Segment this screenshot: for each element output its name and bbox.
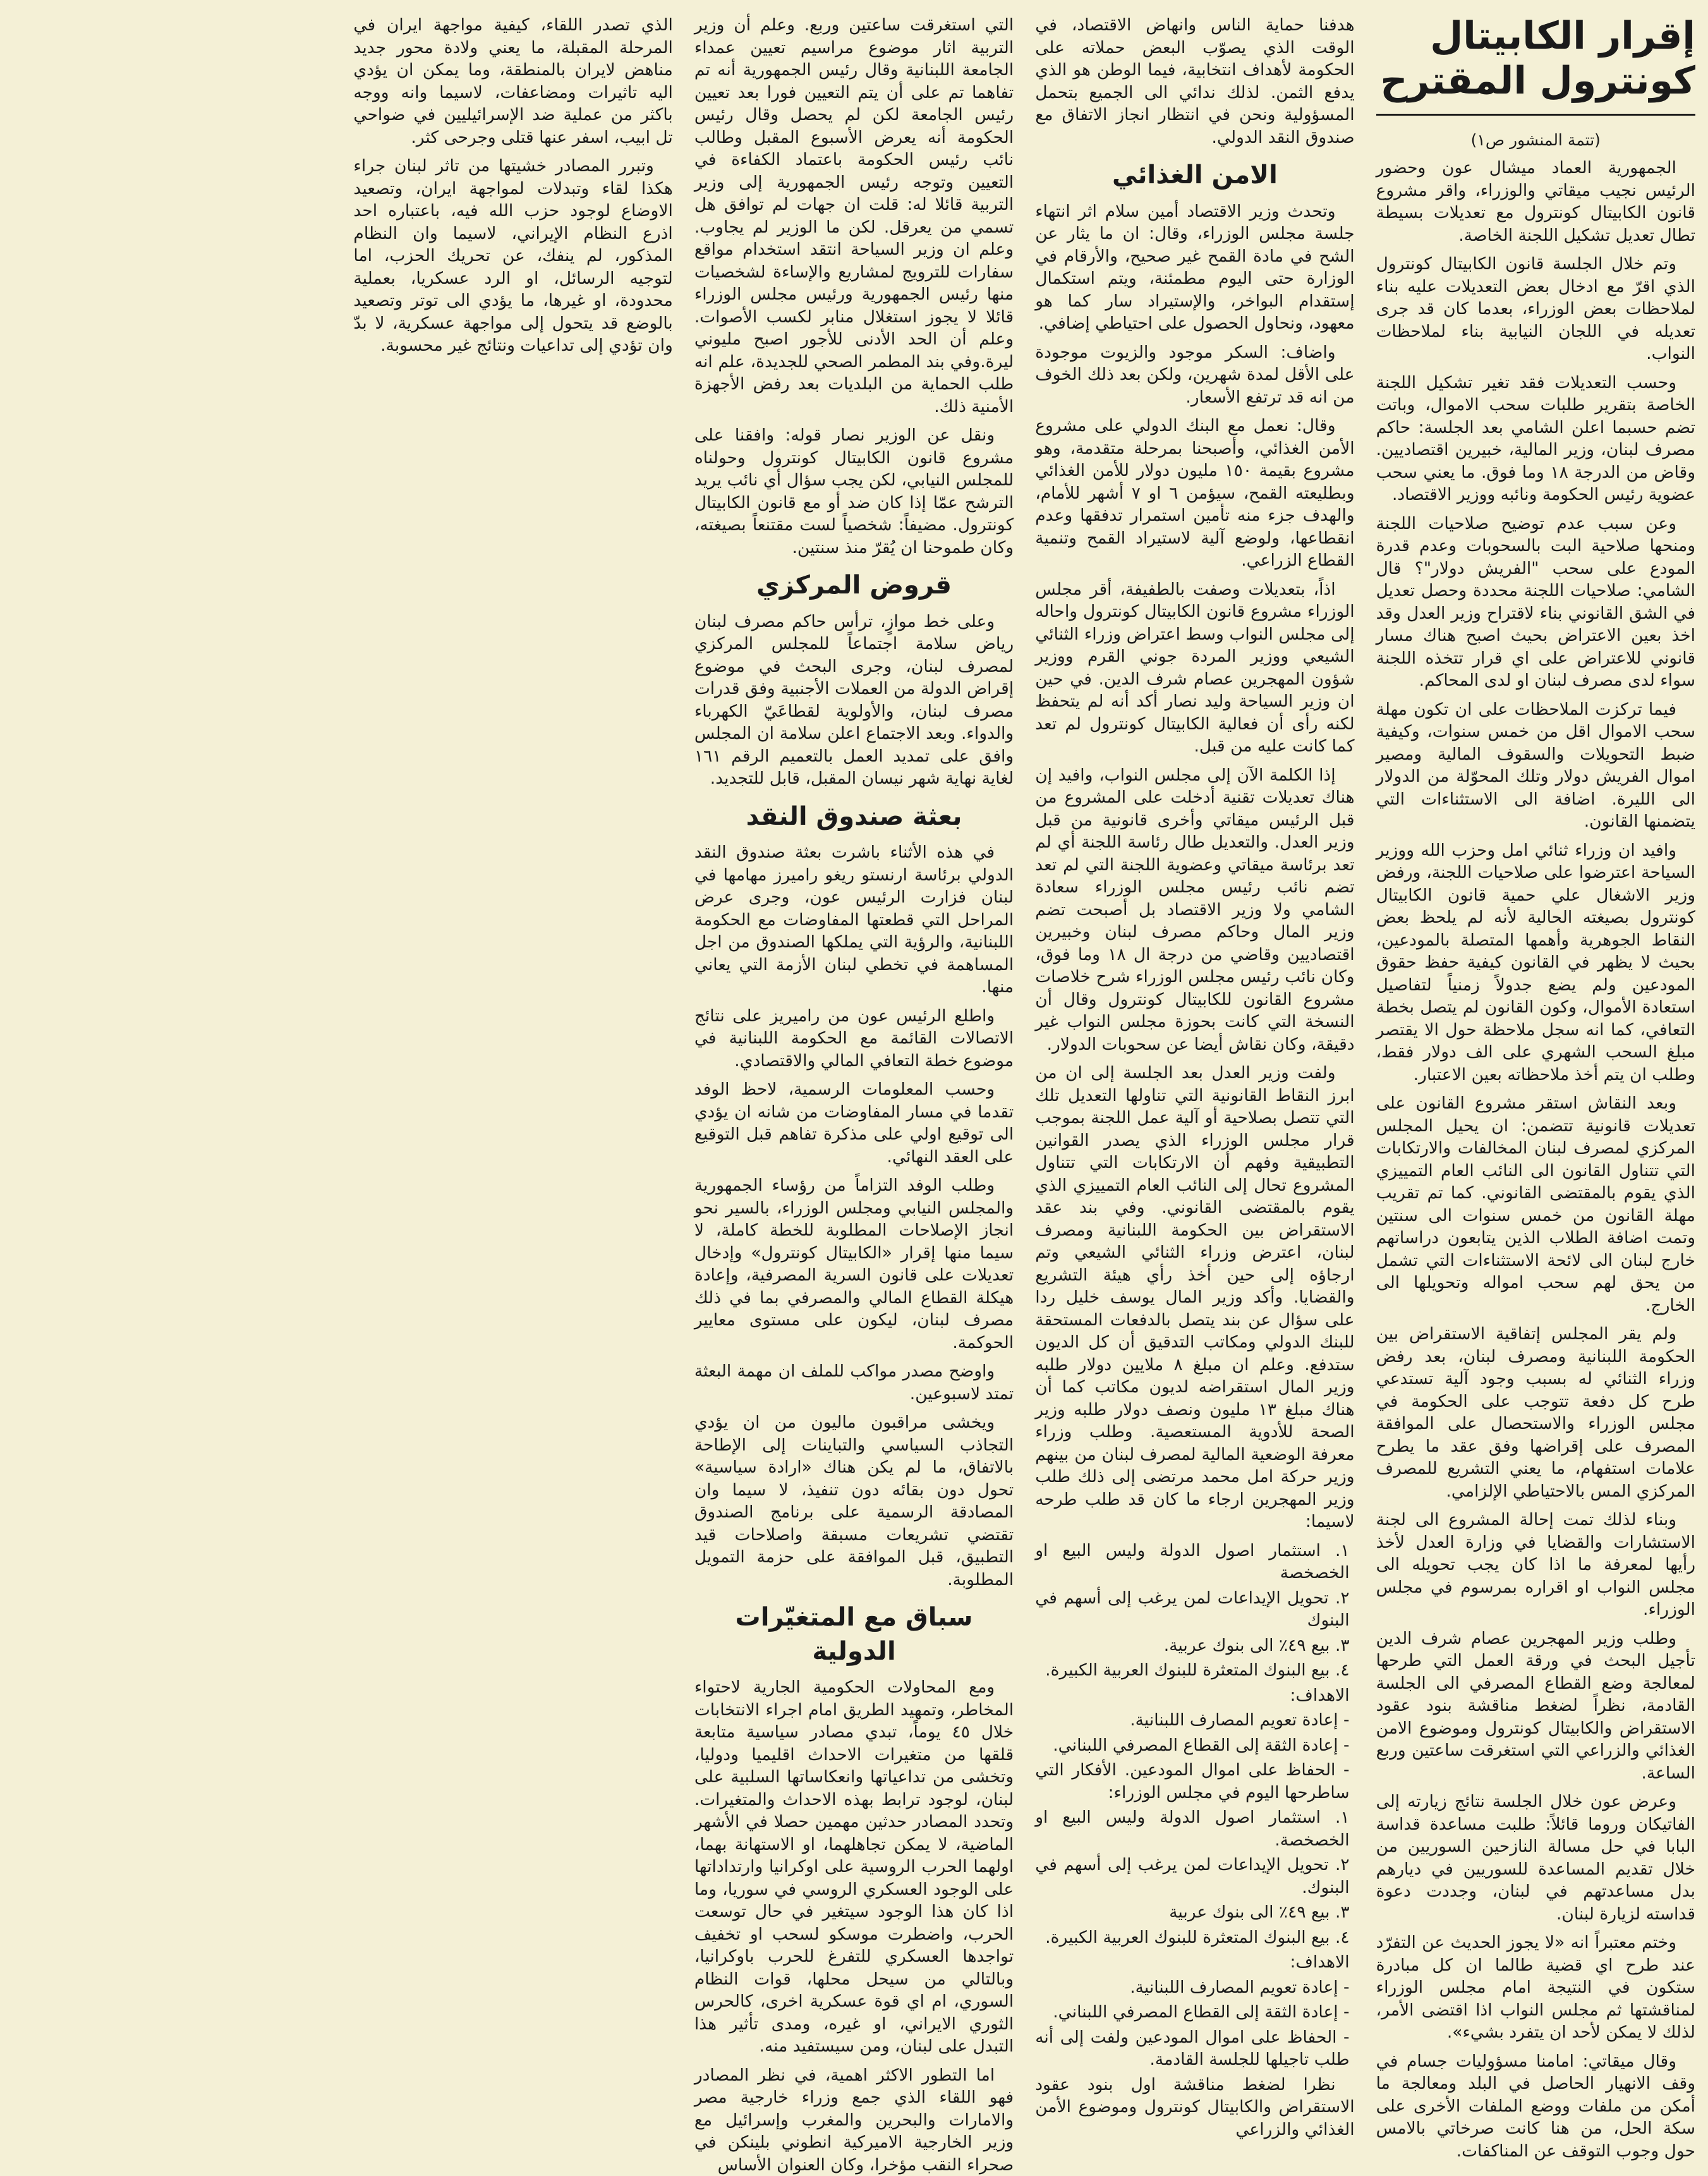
article-paragraph: وعلى خط موازٍ، ترأس حاكم مصرف لبنان رياض سلامة اجتماعاً للمجلس المركزي لمصرف لبنان، وجرى البحث في موضوع إقراض الدولة من العملات الأجنبية وفق قدرات مصرف لبنان، والأولوية لقطاعَيّ الكهرباء والدواء. وبعد الاجتماع اعلن سلامة ان المجلس وافق على تمديد العمل بالتعميم الرقم ١٦١ لغاية نهاية شهر نيسان المقبل، قابل للتجديد. <box>694 611 1014 789</box>
column-1 <box>1376 14 1695 2161</box>
list-item: - إعادة الثقة إلى القطاع المصرفي اللبناني. <box>1053 2002 1350 2022</box>
article-paragraph: فيما تركزت الملاحظات على ان تكون مهلة سحب الاموال اقل من خمس سنوات، وكيفية ضبط التحويلات والسقوف المالية ومصير اموال الفريش دولار وتلك المحوّلة من الدولار الى الليرة. اضافة الى الاستثناءات التي يتضمنها القانون. <box>1376 699 1695 832</box>
article-paragraph: هدفنا حماية الناس وانهاض الاقتصاد، في الوقت الذي يصوّب البعض حملاته على الحكومة لأهداف انتخابية، فيما الوطن هو الذي يدفع الثمن. لذلك ندائي الى الجميع بتحمل المسؤولية ونحن في انتظار انجاز الاتفاق مع صندوق النقد الدولي. <box>1035 15 1355 147</box>
section-heading-international-changes: سباق مع المتغيّرات الدولية <box>735 1603 973 1666</box>
list-item: ١. استثمار اصول الدولة وليس البيع او الخصخصة. <box>1035 1808 1350 1850</box>
article-paragraph: الذي تصدر اللقاء، كيفية مواجهة ايران في المرحلة المقبلة، ما يعني ولادة محور جديد مناهض لايران بالمنطقة، وما يمكن ان يؤدي اليه تاثيرات ومضاعفات، لاسيما وانه ووجه باكثر من عملية ضد الإسرائيليين في ضواحي تل ابيب، اسفر عنها قتلى وجرحى كثر. <box>353 15 673 147</box>
list-item: ٢. تحويل الإيداعات لمن يرغب إلى أسهم في البنوك <box>1035 1588 1350 1631</box>
article-paragraph: وبعد النقاش استقر مشروع القانون على تعديلات قانونية تتضمن: ان يحيل المجلس المركزي لمصرف لبنان المخالفات والارتكابات التي تتناول القانون الى النائب العام التمييزي الذي يقوم بالمقتضى القانوني. كما تم تقريب مهلة القانون من خمس سنوات الى سنتين وتمت اضافة الطلاب الذين يتابعون دراساتهم خارج لبنان الى لائحة الاستثناءات التي تشمل من يحق لهم سحب امواله وتحويلها الى الخارج. <box>1376 1093 1695 1315</box>
article-paragraph: ولم يقر المجلس إتفاقية الاستقراض بين الحكومة اللبنانية ومصرف لبنان، بعد رفض وزراء الثنائي له بسبب وجود آلية تستدعي طرح كل دفعة تتوجب على الحكومة في مجلس الوزراء والاستحصال على الموافقة المصرف على إقراضها وفق عقد ما يطرح علامات استفهام، ما يعني التشريع للمصرف المركزي المس بالاحتياطي الإلزامي. <box>1376 1324 1695 1501</box>
continuation-note: (تتمة المنشور ص١) <box>1470 130 1601 149</box>
article-paragraph: إذا الكلمة الآن إلى مجلس النواب، وافيد إن هناك تعديلات تقنية أدخلت على المشروع من قبل الرئيس ميقاتي وأخرى قانونية من قبل وزير العدل. والتعديل طال رئاسة اللجنة أي لم تعد برئاسة ميقاتي وعضوية اللجنة التي لم تعد تضم نائب رئيس مجلس الوزراء سعادة الشامي ولا وزير الاقتصاد بل أصبحت تضم وزير المال وحاكم مصرف لبنان وخبيرين اقتصاديين وقاضي من درجة ال ١٨ وما فوق، وكان نائب رئيس مجلس الوزراء شرح خلاصات مشروع القانون للكابيتال كونترول وقال أن النسخة التي كانت بحوزة مجلس النواب غير دقيقة، وكان نقاش أيضا عن سحوبات الدولار. <box>1035 765 1355 1054</box>
list-item: الاهداف: <box>1290 1952 1350 1972</box>
list-item: - إعادة تعويم المصارف اللبنانية. <box>1130 1977 1350 1997</box>
list-item: ٤. بيع البنوك المتعثرة للبنوك العربية الكبيرة. <box>1045 1660 1350 1681</box>
article-paragraph: واضاف: السكر موجود والزيوت موجودة على الأقل لمدة شهرين، ولكن بعد ذلك الخوف من انه قد ترتفع الأسعار. <box>1035 342 1355 407</box>
list-item: ٢. تحويل الإيداعات لمن يرغب إلى أسهم في البنوك. <box>1035 1855 1350 1897</box>
list-item: الاهداف: <box>1290 1685 1350 1705</box>
list-item: - الحفاظ على اموال المودعين ولفت إلى أنه طلب تاجيلها للجلسة القادمة. <box>1035 2027 1350 2070</box>
article-paragraph: وختم معتبراً انه «لا يجوز الحديث عن التفرّد عند طرح اي قضية طالما ان كل مبادرة ستكون في النتيجة امام مجلس الوزراء لمناقشتها ثم مجلس النواب اذا اقتضى الأمر، لذلك لا يمكن لأحد ان يتفرد بشيء». <box>1376 1933 1695 2043</box>
column-2 <box>1035 14 1355 2139</box>
article-paragraph: وعرض عون خلال الجلسة نتائج زيارته إلى الفاتيكان وروما قائلاً: طلبت مساعدة قداسة البابا في حل مسالة النازحين السوريين من خلال تقديم المساعدة للسوريين في ديارهم بدل مساعدتهم في لبنان، وجددت دعوة قداسته لزيارة لبنان. <box>1376 1792 1695 1924</box>
article-paragraph: وافيد ان وزراء ثنائي امل وحزب الله ووزير السياحة اعترضوا على صلاحيات اللجنة، ورفض وزير الاشغال علي حمية قانون الكابيتال كونترول بصيغته الحالية لأنه لم يلحظ بعض النقاط الجوهرية وأهمها المتصلة بالمودعين، بحيث لا يظهر في القانون كيفية حفظ حقوق المودعين ولم يضع جدولاً زمنياً لتفاصيل استعادة الأموال، وكون القانون لم يتصل بخطة التعافي، كما انه سجل ملاحظة حول الا يقتصر مبلغ السحب الشهري على الف دولار فقط، وطلب ان يتم أخذ ملاحظاته بعين الاعتبار. <box>1376 840 1695 1085</box>
list-item: - إعادة الثقة إلى القطاع المصرفي اللبناني. <box>1053 1735 1350 1755</box>
article-paragraph: وعن سبب عدم توضيح صلاحيات اللجنة ومنحها صلاحية البت بالسحوبات وعدم قدرة المودع على سحب "الفريش دولار"؟ قال الشامي: صلاحيات اللجنة محددة وحصل تعديل في الشق القانوني بناء لاقتراح وزير العدل وقد اخذ بعين الاعتراض بحيث اصبح هناك مسار قانوني للاعتراض على اي قرار تتخذه اللجنة سواء لدى مصرف لبنان او لدى المحاكم. <box>1376 513 1695 691</box>
article-paragraph: ومع المحاولات الحكومية الجارية لاحتواء المخاطر، وتمهيد الطريق امام اجراء الانتخابات خلال ٤٥ يوماً، تبدي مصادر سياسية متابعة قلقها من متغيرات الاحداث اقليميا ودوليا، وتخشى من تداعياتها وانعكاساتها السلبية على لبنان، لوجود ترابط بهذه الاحداث والمتغيرات. وتحدد المصادر حدثين مهمين حصلا في الأشهر الماضية، لا يمكن تجاهلهما، او الاستهانة بهما، اولهما الحرب الروسية على اوكرانيا وارتداداتها على الوجود العسكري الروسي في سوريا، وما اذا كان هذا الوجود سيتغير في حال توسعت الحرب، واضطرت موسكو لسحب او تخفيف تواجدها العسكري للتفرغ للحرب باوكرانيا، وبالتالي من سيحل محلها، قوات النظام السوري، ام اي قوة عسكرية اخرى، كالحرس الثوري الايراني، او غيره، ومدى تأثير هذا التبدل على لبنان، ومن سيستفيد منه. <box>694 1677 1014 2057</box>
article-paragraph: التي استغرقت ساعتين وربع. وعلم أن وزير التربية اثار موضوع مراسيم تعيين عمداء الجامعة اللبنانية وقال رئيس الجمهورية أنه تم تفاهما تم على أن يتم التعيين فورا بعد تعيين رئيس الجامعة لكن لم يحصل وقال رئيس الحكومة أنه يعرض الأسبوع المقبل وطالب نائب رئيس الحكومة باعتماد الكفاءة في التعيين وتوجه رئيس الجمهورية إلى وزير التربية قائلا له: قلت ان جهات لم توافق هل تسمي من يعرقل. لكن ما الوزير لم يجاوب. وعلم ان وزير السياحة انتقد استخدام مواقع سفارات للترويج لمشاريع والإساءة لشخصيات منها رئيس الجمهورية ورئيس مجلس الوزراء قائلا لا يجوز استغلال منابر لكسب الأصوات. وعلم أن الحد الأدنى للأجور اصبح مليوني ليرة.وفي بند المطمر الصحي للجديدة، علم انه طلب الحماية من البلديات بعد رفض الأجهزة الأمنية ذلك. <box>694 15 1014 416</box>
list-item: ٣. بيع ٤٩٪ الى بنوك عربية. <box>1163 1635 1350 1655</box>
section-heading-food-security: الامن الغذائي <box>1112 161 1278 190</box>
article-paragraph: وحسب المعلومات الرسمية، لاحظ الوفد تقدما في مسار المفاوضات من شانه ان يؤدي الى توقيع اولي على مذكرة تفاهم قبل التوقيع على العقد النهائي. <box>694 1079 1014 1167</box>
article-paragraph: في هذه الأثناء باشرت بعثة صندوق النقد الدولي برئاسة ارنستو ريغو راميرز مهامها في لبنان فزارت الرئيس عون، وجرى عرض المراحل التي قطعتها المفاوضات مع الحكومة اللبنانية، والرؤية التي يملكها الصندوق من اجل المساهمة في تخطي لبنان الأزمة التي يعاني منها. <box>694 842 1014 997</box>
article-paragraph: ويخشى مراقبون ماليون من ان يؤدي التجاذب السياسي والتباينات إلى الإطاحة بالاتفاق، ما لم يكن هناك «ارادة سياسية» تحول دون بقائه دون تنفيذ، لا سيما وان المصادقة الرسمية على برنامج الصندوق تقتضي تشريعات مسبقة واصلاحات قيد التطبيق، قبل الموافقة على حزمة التمويل المطلوبة. <box>694 1413 1014 1589</box>
article-paragraph: اذاً، بتعديلات وصفت بالطفيفة، أقر مجلس الوزراء مشروع قانون الكابيتال كونترول واحاله إلى مجلس النواب وسط اعتراض وزراء الثنائي الشيعي ووزير المردة جوني القرم ووزير شؤون المهجرين عصام شرف الدين. في حين ان وزير السياحة وليد نصار أكد أنه لم يتحفظ لكنه رأى أن فعالية الكابيتال كونترول لم تعد كما كانت عليه من قبل. <box>1035 579 1355 757</box>
article-paragraph: واطلع الرئيس عون من راميريز على نتائج الاتصالات القائمة مع الحكومة اللبنانية في موضوع خطة التعافي المالي والاقتصادي. <box>694 1006 1014 1071</box>
article-paragraph: وحسب التعديلات فقد تغير تشكيل اللجنة الخاصة بتقرير طلبات سحب الاموال، وباتت تضم حسبما اعلن الشامي بعد الجلسة: حاكم مصرف لبنان، وزير المالية، خبيرين اقتصاديين. وقاض من الدرجة ١٨ وما فوق. ما يعني سحب عضوية رئيس الحكومة ونائبه ووزير الاقتصاد. <box>1376 372 1695 505</box>
article-paragraph: وتحدث وزير الاقتصاد أمين سلام اثر انتهاء جلسة مجلس الوزراء، وقال: ان ما يثار عن الشح في مادة القمح غير صحيح، والأرقام في الوزارة حتى اليوم مطمئنة، ويتم استكمال إستقدام البواخر، والإستيراد سار كما هو معهود، ونحاول الحصول على احتياطي إضافي. <box>1035 201 1355 334</box>
article-paragraph: وقال ميقاتي: امامنا مسؤوليات جسام في وقف الانهيار الحاصل في البلد ومعالجة ما أمكن من ملفات ووضع الملفات الأخرى على سكة الحل، من هنا كانت صرخاتي بالامس حول وجوب التوقف عن المناكفات. <box>1376 2051 1695 2161</box>
list-item: ٣. بيع ٤٩٪ الى بنوك عربية <box>1169 1902 1350 1923</box>
article-paragraph: نظرا لضغط مناقشة اول بنود عقود الاستقراض والكابيتال كونترول وموضوع الأمن الغذائي والزراعي <box>1035 2074 1355 2139</box>
article-paragraph: الجمهورية العماد ميشال عون وحضور الرئيس نجيب ميقاتي والوزراء، واقر مشروع قانون الكابيتال كونترول مع تعديلات بسيطة تطال تعديل تشكيل اللجنة الخاصة. <box>1376 158 1695 245</box>
list-item: ٤. بيع البنوك المتعثرة للبنوك العربية الكبيرة. <box>1045 1927 1350 1947</box>
main-headline: إقرار الكابيتال كونترول المقترح <box>1376 14 1695 116</box>
list-item: - إعادة تعويم المصارف اللبنانية. <box>1130 1710 1350 1730</box>
article-paragraph: وتبرر المصادر خشيتها من تاثر لبنان جراء هكذا لقاء وتبدلات لمواجهة ايران، وتصعيد الاوضاع لوجود حزب الله فيه، باعتباره احد اذرع النظام الإيراني، لاسيما وان النظام المذكور، لم ينفك، عن تحريك الحزب، اما لتوجيه الرسائل، او الرد عسكريا، بعملية محدودة، او غيرها، ما يؤدي الى توتر وتصعيد بالوضع قد يتحول إلى مواجهة عسكرية، لا بدّ وان تؤدي إلى تداعيات ونتائج غير محسوبة. <box>353 156 673 355</box>
article-paragraph: وتم خلال الجلسة قانون الكابيتال كونترول الذي اقرّ مع ادخال بعض التعديلات عليه بناء لملاحظات بعض الوزراء، بعدما كان قد جرى تعديله في اللجان النيابية بناء لملاحظات النواب. <box>1376 254 1695 364</box>
article-paragraph: ولفت وزير العدل بعد الجلسة إلى ان من ابرز النقاط القانونية التي تناولها التعديل تلك التي تتصل بصلاحية أو آلية عمل اللجنة بموجب قرار مجلس الوزراء الذي يصدر القوانين التطبيقية وفهم أن الارتكابات التي تتناول المشروع تحال إلى النائب العام التمييزي الذي يقوم بالمقتضى القانوني. وفي بند عقد الاستقراض بين الحكومة اللبنانية ومصرف لبنان، اعترض وزراء الثنائي الشيعي وتم ارجاؤه إلى حين أخذ رأي هيئة التشريع والقضايا. وأكد وزير المال يوسف خليل ردا على سؤال عن بند يتصل بالدفعات المستحقة للبنك الدولي ومكاتب التدقيق أن كل الديون ستدفع. وعلم ان مبلغ ٨ ملايين دولار طلبه وزير المال استقراضه لديون مكاتب كما أن هناك مبلغ ١٣ مليون ونصف دولار طلبه وزير الصحة للأدوية المستعصية. وطلب وزراء معرفة الوضعية المالية لمصرف لبنان من بينهم وزير حركة امل محمد مرتضى إلى ذلك طلب وزير المهجرين ارجاء ما كان قد طلب طرحه لاسيما: <box>1035 1063 1355 1532</box>
column-5 <box>13 14 332 2062</box>
article-paragraph: وقال: نعمل مع البنك الدولي على مشروع الأمن الغذائي، وأصبحنا بمرحلة متقدمة، وهو مشروع بقيمة ١٥٠ مليون دولار للأمن الغذائي وبطليعته القمح، سيؤمن ٦ او ٧ أشهر للأمام، والهدف جزء منه تأمين استمرار تدفقها وعدم انقطاعها، ولوضع آلية لاستيراد القمح وتنمية القطاع الزراعي. <box>1035 416 1355 571</box>
article-paragraph: ونقل عن الوزير نصار قوله: وافقنا على مشروع قانون الكابيتال كونترول وحولناه للمجلس النيابي، لكن يجب سؤال أي نائب يريد الترشح عمّا إذا كان ضد أو مع قانون الكابيتال كونترول. مضيفاً: شخصياً لست مقتنعاً بصيغته، وكان طموحنا ان يُقرّ منذ سنتين. <box>694 425 1014 557</box>
list-item: ١. استثمار اصول الدولة وليس البيع او الخصخصة <box>1035 1540 1350 1583</box>
article-paragraph: واوضح مصدر مواكب للملف ان مهمة البعثة تمتد لاسبوعين. <box>694 1361 1014 1404</box>
section-heading-central-bank-loans: قروض المركزي <box>756 571 952 600</box>
article-paragraph: وطلب الوفد التزاماً من رؤساء الجمهورية والمجلس النيابي ومجلس الوزراء، بالسير نحو انجاز الإصلاحات المطلوبة للخطة كاملة، لا سيما منها إقرار «الكابيتال كونترول» وإدخال تعديلات على قانون السرية المصرفية، وإعادة هيكلة القطاع المالي والمصرفي بما في ذلك مصرف لبنان، ليكون على مستوى معايير الحوكمة. <box>694 1176 1014 1352</box>
article-paragraph: وبناء لذلك تمت إحالة المشروع الى لجنة الاستشارات والقضايا في وزارة العدل لأخذ رأيها لمعرفة ما اذا كان يجب تحويله الى مجلس النواب او اقراره بمرسوم في مجلس الوزراء. <box>1376 1510 1695 1620</box>
article-paragraph: اما التطور الاكثر اهمية، في نظر المصادر فهو اللقاء الذي جمع وزراء خارجية مصر والامارات والبحرين والمغرب وإسرائيل مع وزير الخارجية الاميركية انطوني بلينكن في صحراء النقب مؤخرا، وكان العنوان الأساس <box>694 2065 1014 2175</box>
section-heading-imf-mission: بعثة صندوق النقد <box>746 801 962 831</box>
list-item: - الحفاظ على اموال المودعين. الأفكار التي ساطرحها اليوم في مجلس الوزراء: <box>1035 1760 1350 1802</box>
column-4 <box>353 14 672 2062</box>
column-3 <box>694 14 1014 2175</box>
article-paragraph: وطلب وزير المهجرين عصام شرف الدين تأجيل البحث في ورقة العمل التي طرحها لمعالجة وضع القطاع المصرفي الى الجلسة القادمة، نظراً لضغط مناقشة بنود عقود الاستقراض والكابيتال كونترول وموضوع الامن الغذائي والزراعي التي استغرقت ساعتين وربع الساعة. <box>1376 1628 1695 1783</box>
